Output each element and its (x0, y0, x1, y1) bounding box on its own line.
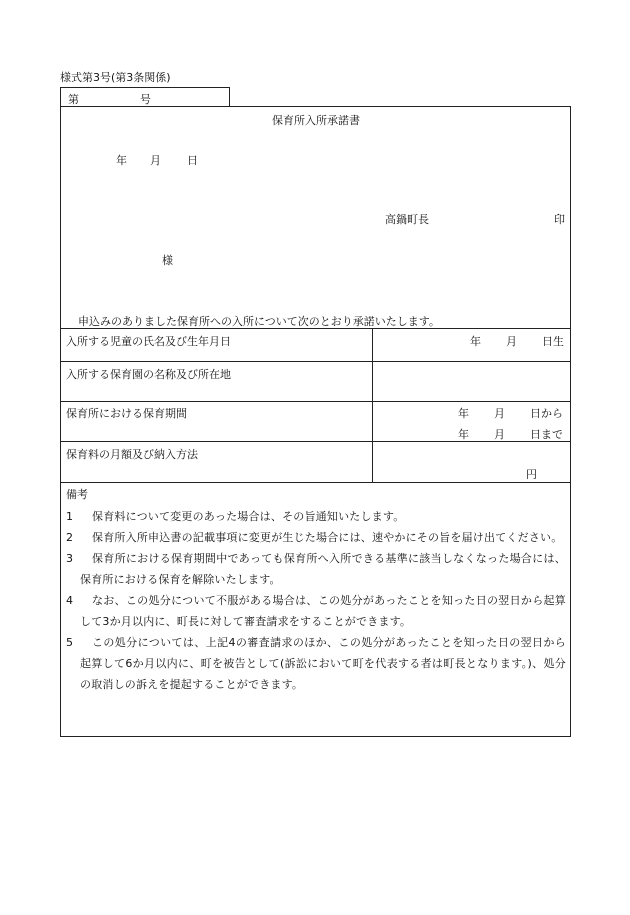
table-line-top (60, 328, 571, 329)
note-text: 保育所入所申込書の記載事項に変更が生じた場合には、速やかにその旨を届け出てください。 (92, 531, 563, 544)
note-text: 保育所における保育期間中であっても保育所へ入所できる基準に該当しなくなった場合には、保育所における保育を解除いたします。 (80, 552, 566, 586)
birth-day: 日生 (542, 335, 564, 348)
fee-unit-yen: 円 (526, 468, 537, 481)
table-line-row1 (60, 361, 571, 362)
period-from-year: 年 (458, 407, 469, 420)
birth-month: 月 (506, 335, 517, 348)
document-title: 保育所入所承諾書 (272, 114, 360, 127)
form-label: 様式第3号(第3条関係) (60, 71, 171, 84)
note-item (66, 548, 566, 590)
note-item (66, 506, 566, 527)
period-from-month: 月 (494, 407, 505, 420)
note-item (66, 590, 566, 632)
period-from-day: 日から (530, 407, 563, 420)
issuer-name: 高鍋町長 (385, 213, 429, 226)
date-day: 日 (187, 154, 198, 167)
intro-text: 申込みのありました保育所への入所について次のとおり承諾いたします。 (78, 315, 440, 328)
date-year: 年 (116, 154, 127, 167)
note-text: なお、この処分について不服がある場合は、この処分があったことを知った日の翌日から起算して3か月以内に、町長に対して審査請求をすることができます。 (80, 594, 566, 628)
note-item (66, 527, 566, 548)
row-period-label: 保育所における保育期間 (66, 407, 187, 420)
period-to-day: 日まで (530, 428, 563, 441)
row-nursery-label: 入所する保育園の名称及び所在地 (66, 368, 231, 381)
table-divider (372, 328, 373, 482)
table-line-row2 (60, 401, 571, 402)
recipient-suffix: 様 (162, 254, 173, 267)
row-fee-label: 保育料の月額及び納入方法 (66, 448, 198, 461)
table-line-bottom (60, 482, 571, 483)
note-number: 2 (66, 531, 74, 544)
period-to-year: 年 (458, 428, 469, 441)
note-item (66, 632, 566, 695)
birth-year: 年 (470, 335, 481, 348)
period-to-month: 月 (494, 428, 505, 441)
document-number-dai: 第 (68, 93, 79, 106)
notes-section (66, 486, 566, 695)
note-number: 5 (66, 636, 74, 649)
row-child-name-label: 入所する児童の氏名及び生年月日 (66, 335, 231, 348)
note-number: 1 (66, 510, 74, 523)
note-number: 3 (66, 552, 74, 565)
note-text: 保育料について変更のあった場合は、その旨通知いたします。 (92, 510, 405, 523)
note-number: 4 (66, 594, 74, 607)
note-text: この処分については、上記4の審査請求のほか、この処分があったことを知った日の翌日から起算して6か月以内に、町を被告として(訴訟において町を代表する者は町長となります。)、処分の取消しの訴えを提起することができます。 (80, 636, 566, 691)
document-number-go: 号 (140, 93, 151, 106)
seal-mark: 印 (554, 213, 565, 226)
date-month: 月 (150, 154, 161, 167)
notes-heading: 備考 (66, 488, 88, 501)
